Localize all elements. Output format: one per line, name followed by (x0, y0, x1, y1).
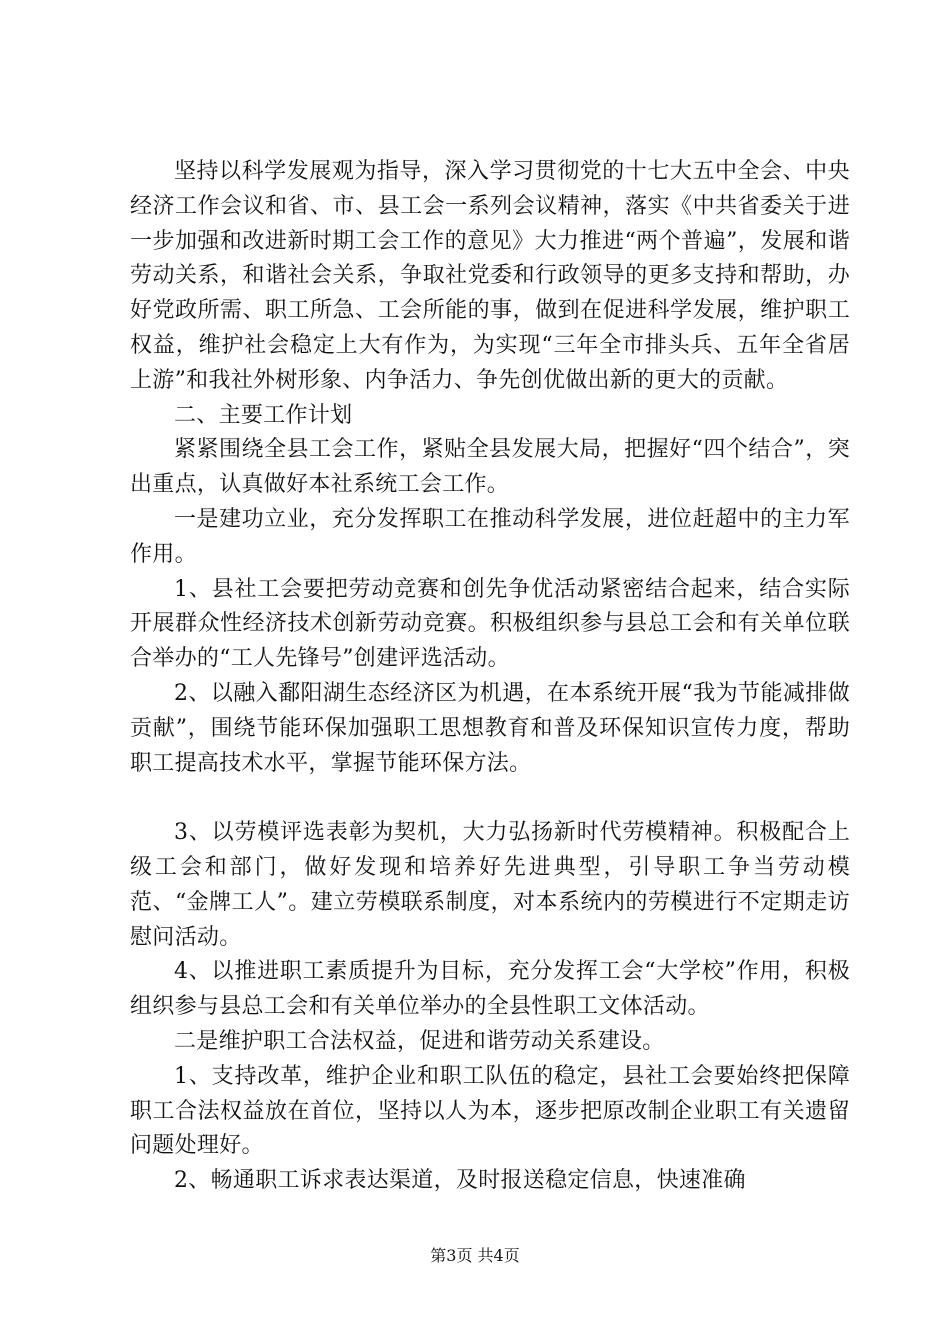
page-number-footer: 第3页 共4页 (430, 1246, 520, 1265)
paragraph: 紧紧围绕全县工会工作，紧贴全县发展大局，把握好“四个结合”，突出重点，认真做好本社系统工会工作。 (130, 437, 850, 498)
paragraph: 3、以劳模评选表彰为契机，大力弘扬新时代劳模精神。积极配合上级工会和部门，做好发现和培养好先进典型，引导职工争当劳动模范、“金牌工人”。建立劳模联系制度，对本系统内的劳模进行不定期走访慰问活动。 (130, 820, 850, 950)
blank-line (130, 781, 850, 816)
section-heading: 二、主要工作计划 (174, 402, 353, 428)
paragraph: 1、县社工会要把劳动竞赛和创先争优活动紧密结合起来，结合实际开展群众性经济技术创新劳动竞赛。积极组织参与县总工会和有关单位联合举办的“工人先锋号”创建评选活动。 (130, 576, 850, 672)
paragraph: 一是建功立业，充分发挥职工在推动科学发展，进位赶超中的主力军作用。 (130, 506, 850, 567)
paragraph: 2、以融入鄱阳湖生态经济区为机遇，在本系统开展“我为节能减排做贡献”，围绕节能环保加强职工思想教育和普及环保知识宣传力度，帮助职工提高技术水平，掌握节能环保方法。 (130, 680, 850, 776)
paragraph: 4、以推进职工素质提升为目标，充分发挥工会“大学校”作用，积极组织参与县总工会和有关单位举办的全县性职工文体活动。 (130, 959, 850, 1020)
paragraph: 2、畅通职工诉求表达渠道，及时报送稳定信息，快速准确 (174, 1168, 746, 1194)
paragraph: 坚持以科学发展观为指导，深入学习贯彻党的十七大五中全会、中央经济工作会议和省、市、县工会一系列会议精神，落实《中共省委关于进一步加强和改进新时期工会工作的意见》大力推进“两个普遍”，发展和谐劳动关系，和谐社会关系，争取社党委和行政领导的更多支持和帮助，办好党政所需、职工所急、工会所能的事，做到在促进科学发展，维护职工权益，维护社会稳定上大有作为，为实现“三年全市排头兵、五年全省居上游”和我社外树形象、内争活力、争先创优做出新的更大的贡献。 (130, 159, 850, 393)
paragraph: 1、支持改革，维护企业和职工队伍的稳定，县社工会要始终把保障职工合法权益放在首位，坚持以人为本，逐步把原改制企业职工有关遗留问题处理好。 (130, 1063, 850, 1159)
paragraph: 二是维护职工合法权益，促进和谐劳动关系建设。 (174, 1028, 665, 1054)
document-body (130, 155, 850, 1199)
